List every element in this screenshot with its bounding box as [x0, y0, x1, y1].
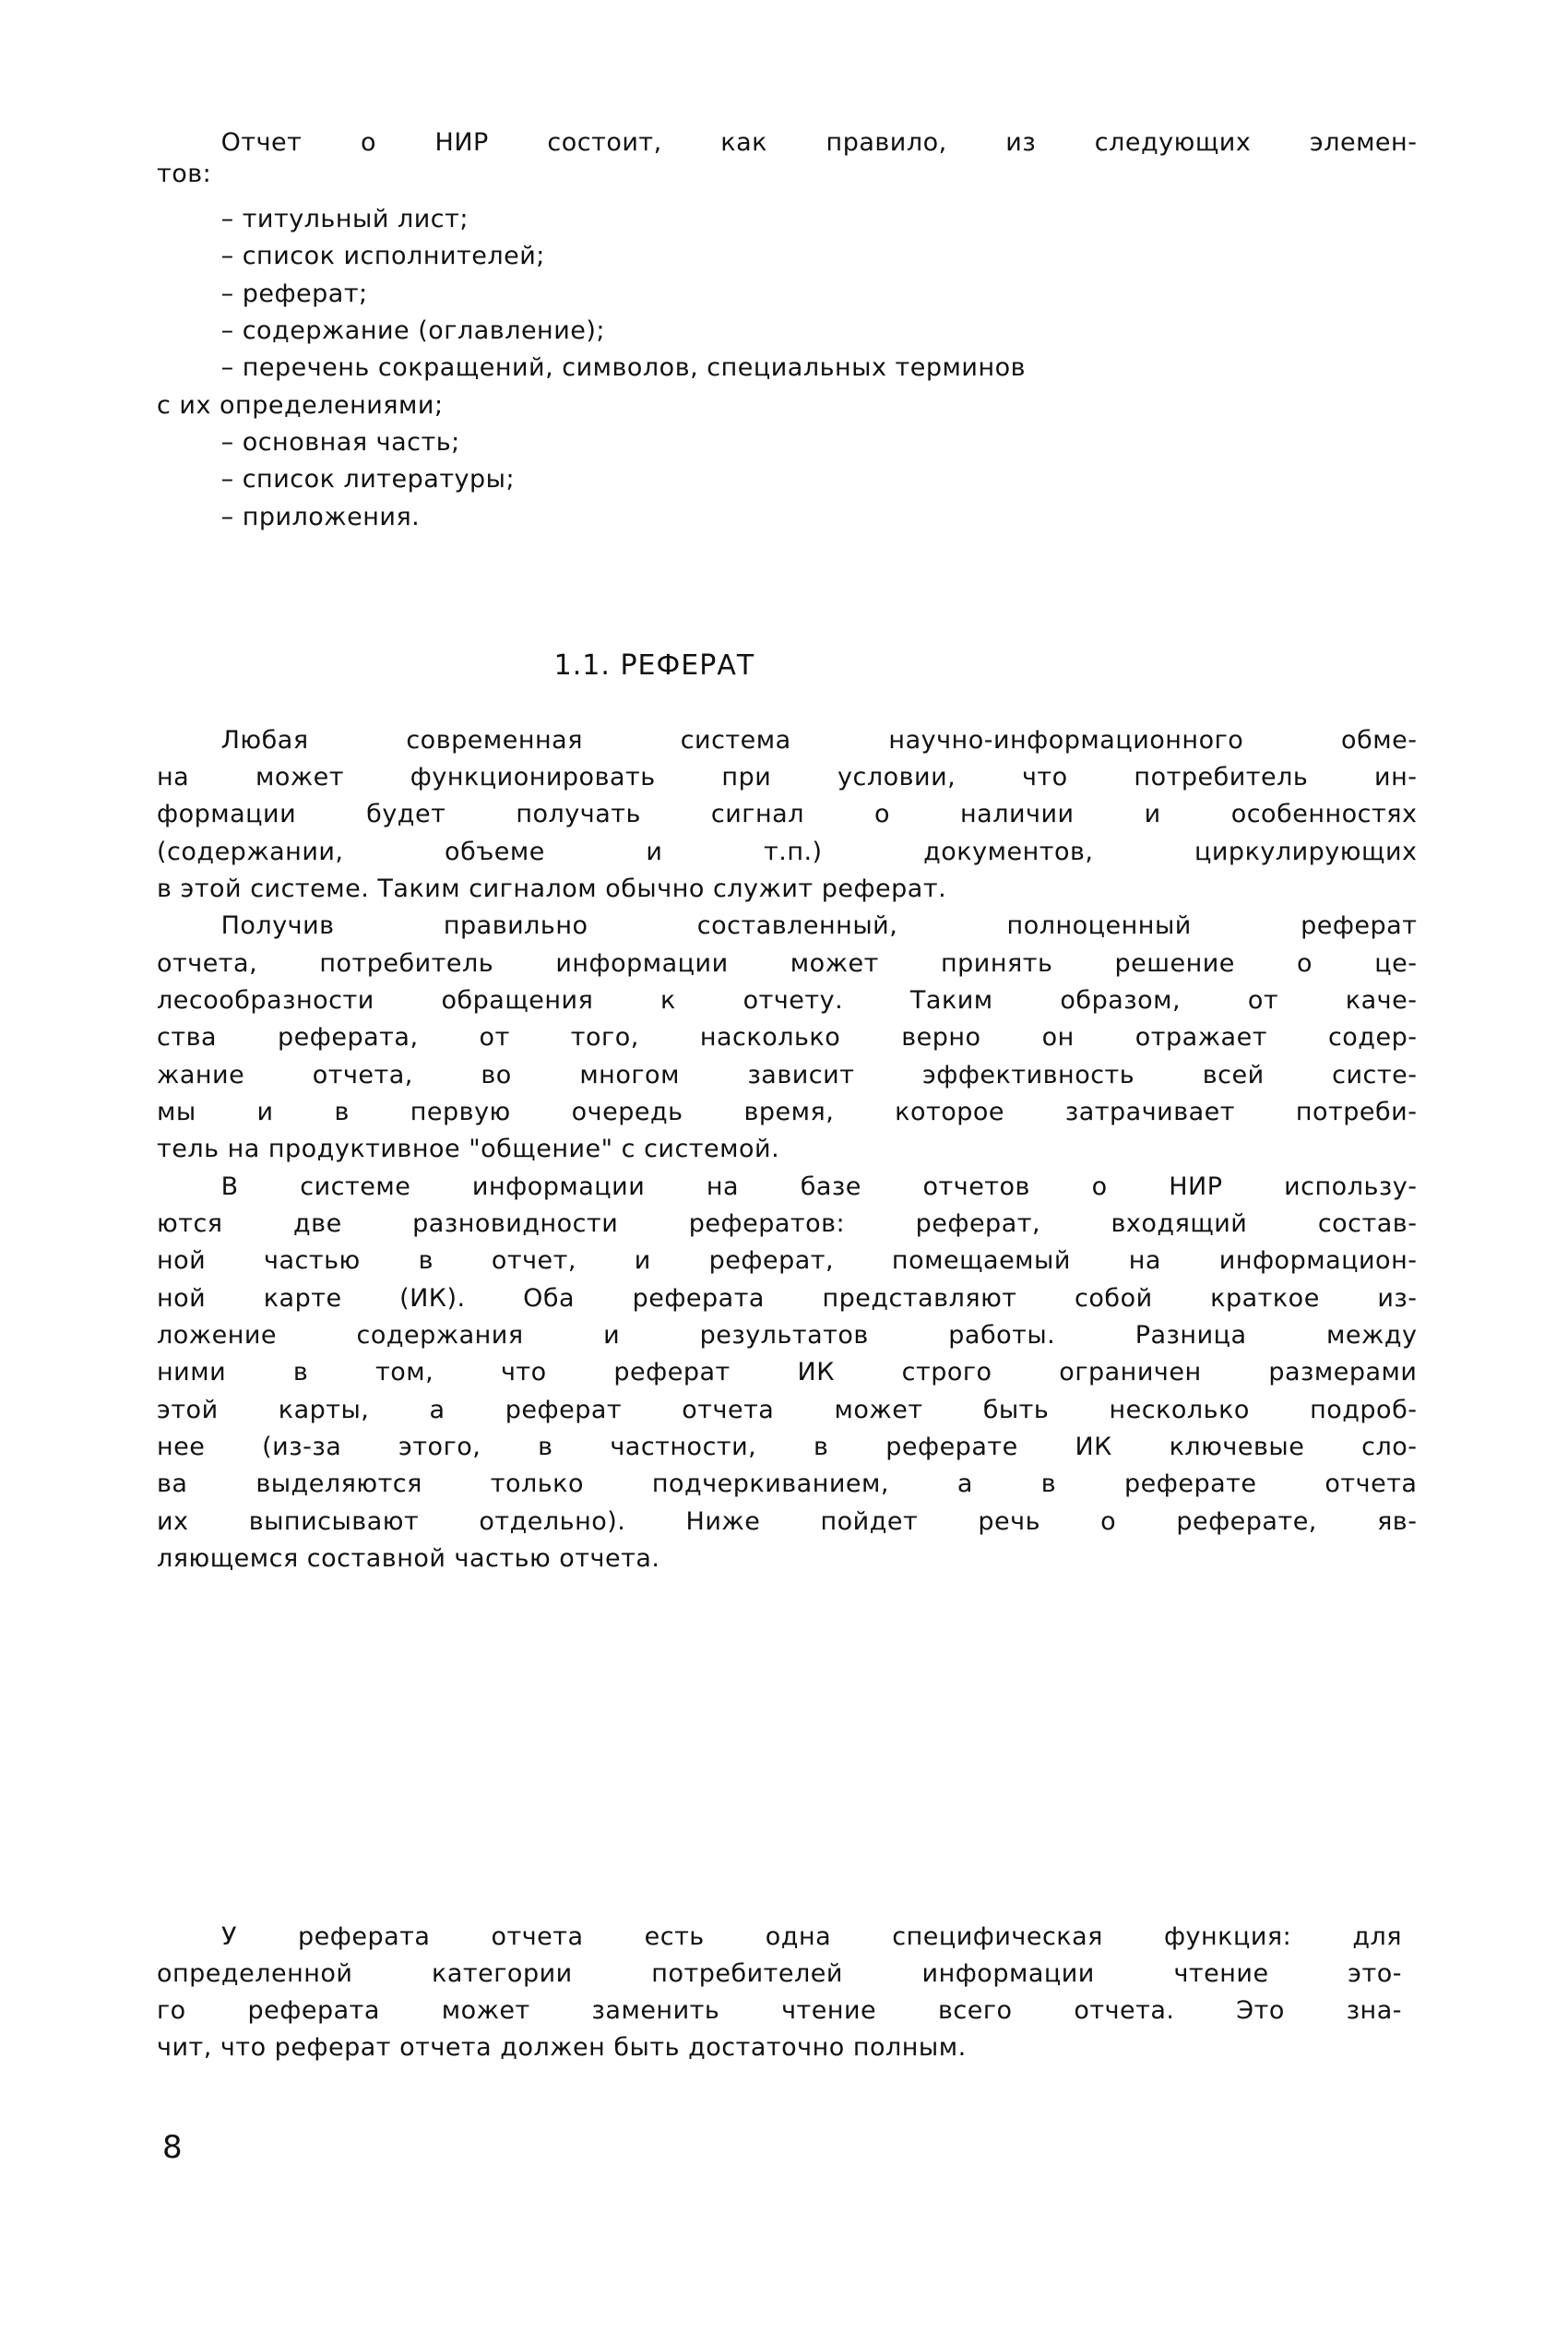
paragraph-2-line: отчета, потребитель информации может принять решение о це- — [157, 948, 1418, 978]
list-item: – перечень сокращений, символов, специальных терминов — [220, 353, 1027, 383]
list-item: – содержание (оглавление); — [220, 315, 606, 345]
list-item: – реферат; — [220, 279, 368, 308]
paragraph-1-line: Любая современная система научно-информационного обме- — [220, 725, 1418, 755]
paragraph-2-line: мы и в первую очередь время, которое затрачивает потреби- — [157, 1098, 1418, 1127]
list-item: с их определениями; — [157, 390, 444, 420]
paragraph-4-line: У реферата отчета есть одна специфическая функция: для — [221, 1922, 1402, 1951]
paragraph-2-line: жание отчета, во многом зависит эффективность всей систе- — [157, 1060, 1418, 1089]
paragraph-1-line: формации будет получать сигнал о наличии и особенностях — [157, 800, 1418, 829]
paragraph-1-line: на может функционировать при условии, что потребитель ин- — [157, 762, 1418, 791]
paragraph-3-line: нее (из-за этого, в частности, в реферате ИК ключевые сло- — [157, 1433, 1418, 1462]
paragraph-1-line: (содержании, объеме и т.п.) документов, циркулирующих — [157, 837, 1418, 866]
list-item: – список литературы; — [220, 465, 516, 494]
paragraph-4-line: определенной категории потребителей информации чтение это- — [157, 1959, 1402, 1988]
paragraph-3-line: этой карты, а реферат отчета может быть несколько подроб- — [157, 1395, 1418, 1424]
paragraph-3-line: ляющемся составной частью отчета. — [157, 1544, 660, 1574]
list-item: – основная часть; — [220, 427, 460, 457]
paragraph-2-line: лесообразности обращения к отчету. Таким образом, от каче- — [157, 986, 1418, 1016]
paragraph-3-line: В системе информации на базе отчетов о НИР использу- — [220, 1172, 1418, 1201]
list-item: – титульный лист; — [220, 204, 469, 233]
paragraph-3-line: их выписывают отдельно). Ниже пойдет речь о реферате, яв- — [157, 1506, 1418, 1536]
paragraph-3-line: ва выделяются только подчеркиванием, а в реферате отчета — [157, 1469, 1418, 1499]
paragraph-3-line: ложение содержания и результатов работы. Разница между — [157, 1321, 1418, 1350]
list-item: – приложения. — [220, 502, 421, 531]
paragraph-2-line: ства реферата, от того, насколько верно он отражает содер- — [157, 1023, 1418, 1053]
paragraph-3-line: ними в том, что реферат ИК строго ограничен размерами — [157, 1358, 1418, 1387]
paragraph-4-line: го реферата может заменить чтение всего отчета. Это зна- — [157, 1996, 1402, 2025]
paragraph-4-line: чит, что реферат отчета должен быть достаточно полным. — [157, 2033, 967, 2062]
paragraph-1-line: в этой системе. Таким сигналом обычно служит реферат. — [157, 874, 947, 903]
paragraph-2-line: тель на продуктивное "общение" с системой. — [157, 1135, 780, 1164]
section-title: 1.1. РЕФЕРАТ — [553, 648, 755, 682]
intro-line-1: Отчет о НИР состоит, как правило, из следующих элемен- — [220, 127, 1418, 157]
paragraph-3-line: ются две разновидности рефератов: реферат, входящий состав- — [157, 1209, 1418, 1239]
paragraph-3-line: ной карте (ИК). Оба реферата представляют собой краткое из- — [157, 1283, 1418, 1313]
paragraph-2-line: Получив правильно составленный, полноценный реферат — [220, 911, 1418, 941]
page-number: 8 — [162, 2129, 183, 2166]
list-item: – список исполнителей; — [220, 242, 545, 271]
intro-line-2: тов: — [157, 160, 212, 189]
paragraph-3-line: ной частью в отчет, и реферат, помещаемый на информацион- — [157, 1246, 1418, 1276]
